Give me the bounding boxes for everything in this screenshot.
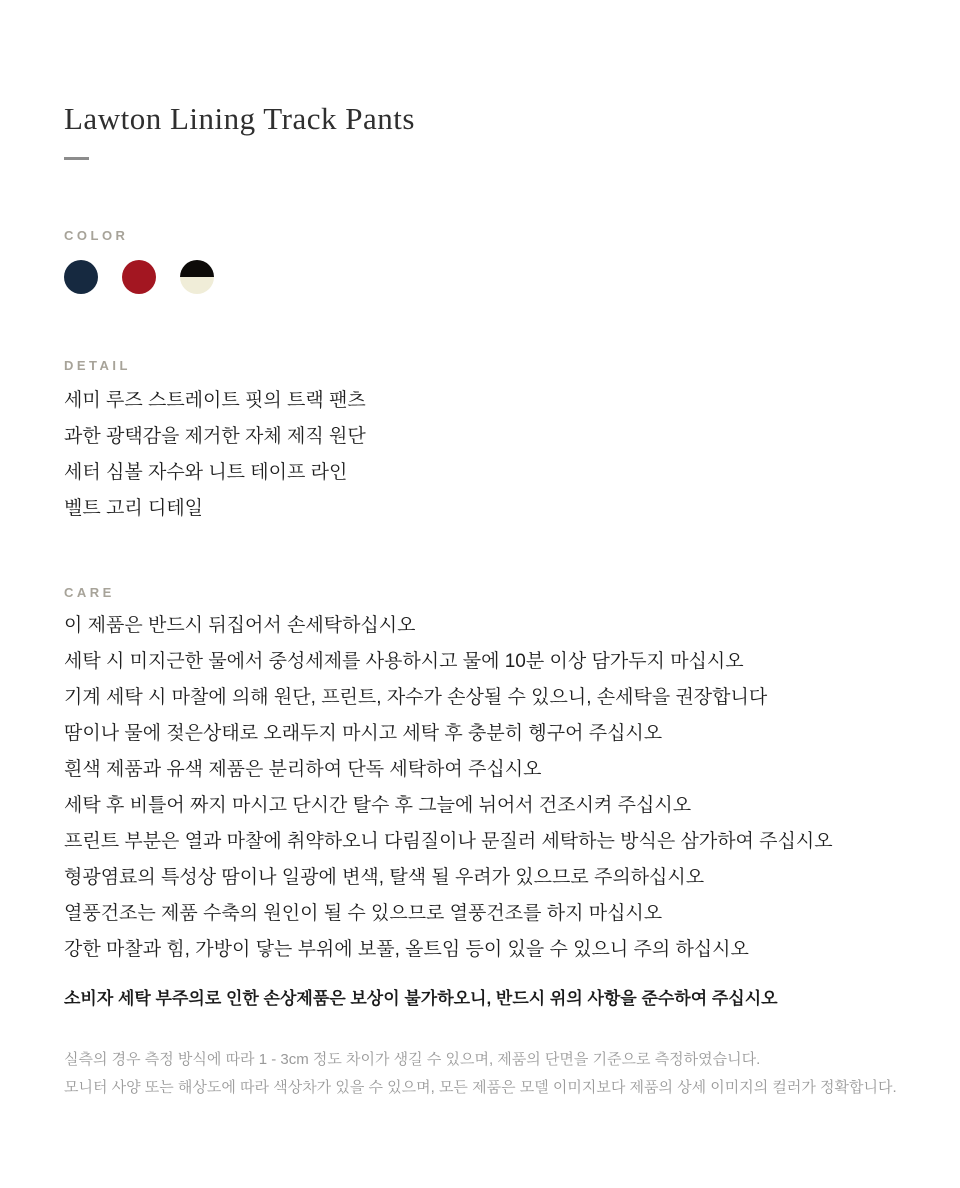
care-line: 형광염료의 특성상 땀이나 일광에 변색, 탈색 될 우려가 있으므로 주의하십시오 [64, 867, 705, 889]
care-line: 열풍건조는 제품 수축의 원인이 될 수 있으므로 열풍건조를 하지 마십시오 [64, 903, 663, 925]
color-section [64, 228, 896, 294]
color-section-label: COLOR [64, 228, 129, 244]
care-section [64, 585, 896, 1102]
care-lines [64, 608, 896, 968]
title-divider [64, 157, 89, 160]
page-title: Lawton Lining Track Pants [64, 101, 415, 136]
color-swatch-navy [64, 260, 98, 294]
care-note: 모니터 사양 또는 해상도에 따라 색상차가 있을 수 있으며, 모든 제품은 모델 이미지보다 제품의 상세 이미지의 컬러가 정확합니다. [64, 1079, 897, 1097]
care-line: 강한 마찰과 힘, 가방이 닿는 부위에 보풀, 올트임 등이 있을 수 있으니 주의 하십시오 [64, 939, 749, 961]
detail-line: 벨트 고리 디테일 [64, 498, 204, 520]
care-line: 세탁 후 비틀어 짜지 마시고 단시간 탈수 후 그늘에 뉘어서 건조시켜 주십시오 [64, 795, 692, 817]
detail-line: 세미 루즈 스트레이트 핏의 트랙 팬츠 [64, 390, 366, 412]
care-line: 흰색 제품과 유색 제품은 분리하여 단독 세탁하여 주십시오 [64, 759, 542, 781]
color-swatch-red [122, 260, 156, 294]
detail-line: 과한 광택감을 제거한 자체 제직 원단 [64, 426, 366, 448]
care-notes [64, 1046, 896, 1102]
detail-section-label: DETAIL [64, 358, 131, 374]
care-line: 기계 세탁 시 마찰에 의해 원단, 프린트, 자수가 손상될 수 있으니, 손세탁을 권장합니다 [64, 687, 768, 709]
care-line: 프린트 부분은 열과 마찰에 취약하오니 다림질이나 문질러 세탁하는 방식은 삼가하여 주십시오 [64, 831, 833, 853]
detail-line: 세터 심볼 자수와 니트 테이프 라인 [64, 462, 348, 484]
care-note: 실측의 경우 측정 방식에 따라 1 - 3cm 정도 차이가 생길 수 있으며, 제품의 단면을 기준으로 측정하였습니다. [64, 1051, 761, 1069]
color-swatch-black-cream [180, 260, 214, 294]
care-section-label: CARE [64, 585, 115, 601]
care-warning: 소비자 세탁 부주의로 인한 손상제품은 보상이 불가하오니, 반드시 위의 사항을 준수하여 주십시오 [64, 989, 778, 1009]
detail-lines [64, 383, 896, 527]
care-line: 세탁 시 미지근한 물에서 중성세제를 사용하시고 물에 10분 이상 담가두지 마십시오 [64, 651, 744, 673]
color-swatch-row [64, 260, 896, 294]
detail-section [64, 358, 896, 527]
care-line: 땀이나 물에 젖은상태로 오래두지 마시고 세탁 후 충분히 헹구어 주십시오 [64, 723, 663, 745]
care-line: 이 제품은 반드시 뒤집어서 손세탁하십시오 [64, 615, 416, 637]
